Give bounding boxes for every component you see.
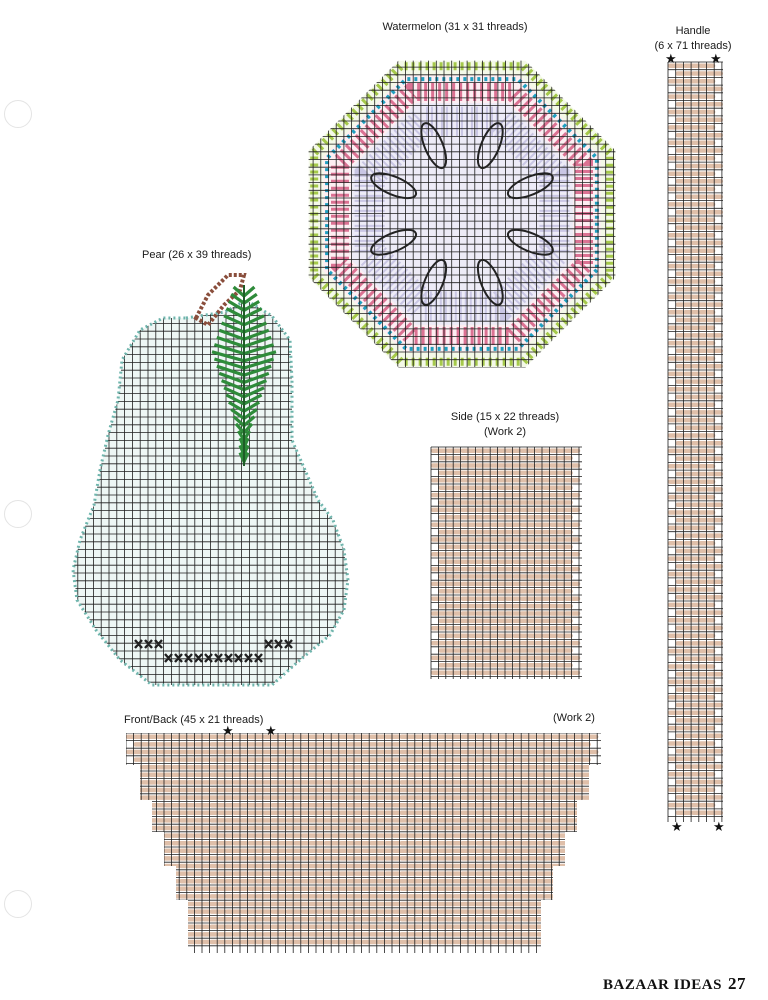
front-back-label: Front/Back (45 x 21 threads)	[124, 714, 264, 726]
watermelon-chart	[290, 44, 635, 389]
handle-chart	[668, 62, 723, 822]
front-back-star-right: ★	[265, 724, 277, 739]
side-label-line1: Side (15 x 22 threads)	[450, 411, 560, 423]
handle-star-top-right: ★	[710, 52, 722, 67]
magazine-title: BAZAAR IDEAS	[603, 977, 722, 993]
handle-star-bottom-left: ★	[671, 820, 683, 835]
work-2-label: (Work 2)	[553, 712, 595, 724]
side-label-line2: (Work 2)	[484, 426, 526, 438]
pear-label: Pear (26 x 39 threads)	[142, 249, 252, 261]
handle-label-line2: (6 x 71 threads)	[654, 40, 732, 52]
side-chart	[431, 447, 582, 679]
front-back-chart	[126, 733, 601, 953]
handle-label-line1: Handle	[675, 25, 711, 37]
page-number: 27	[728, 974, 746, 993]
front-back-star-left: ★	[222, 724, 234, 739]
handle-star-top-left: ★	[665, 52, 677, 67]
page-footer	[603, 974, 746, 994]
pear-chart	[70, 275, 355, 690]
handle-star-bottom-right: ★	[713, 820, 725, 835]
watermelon-label: Watermelon (31 x 31 threads)	[382, 21, 528, 33]
